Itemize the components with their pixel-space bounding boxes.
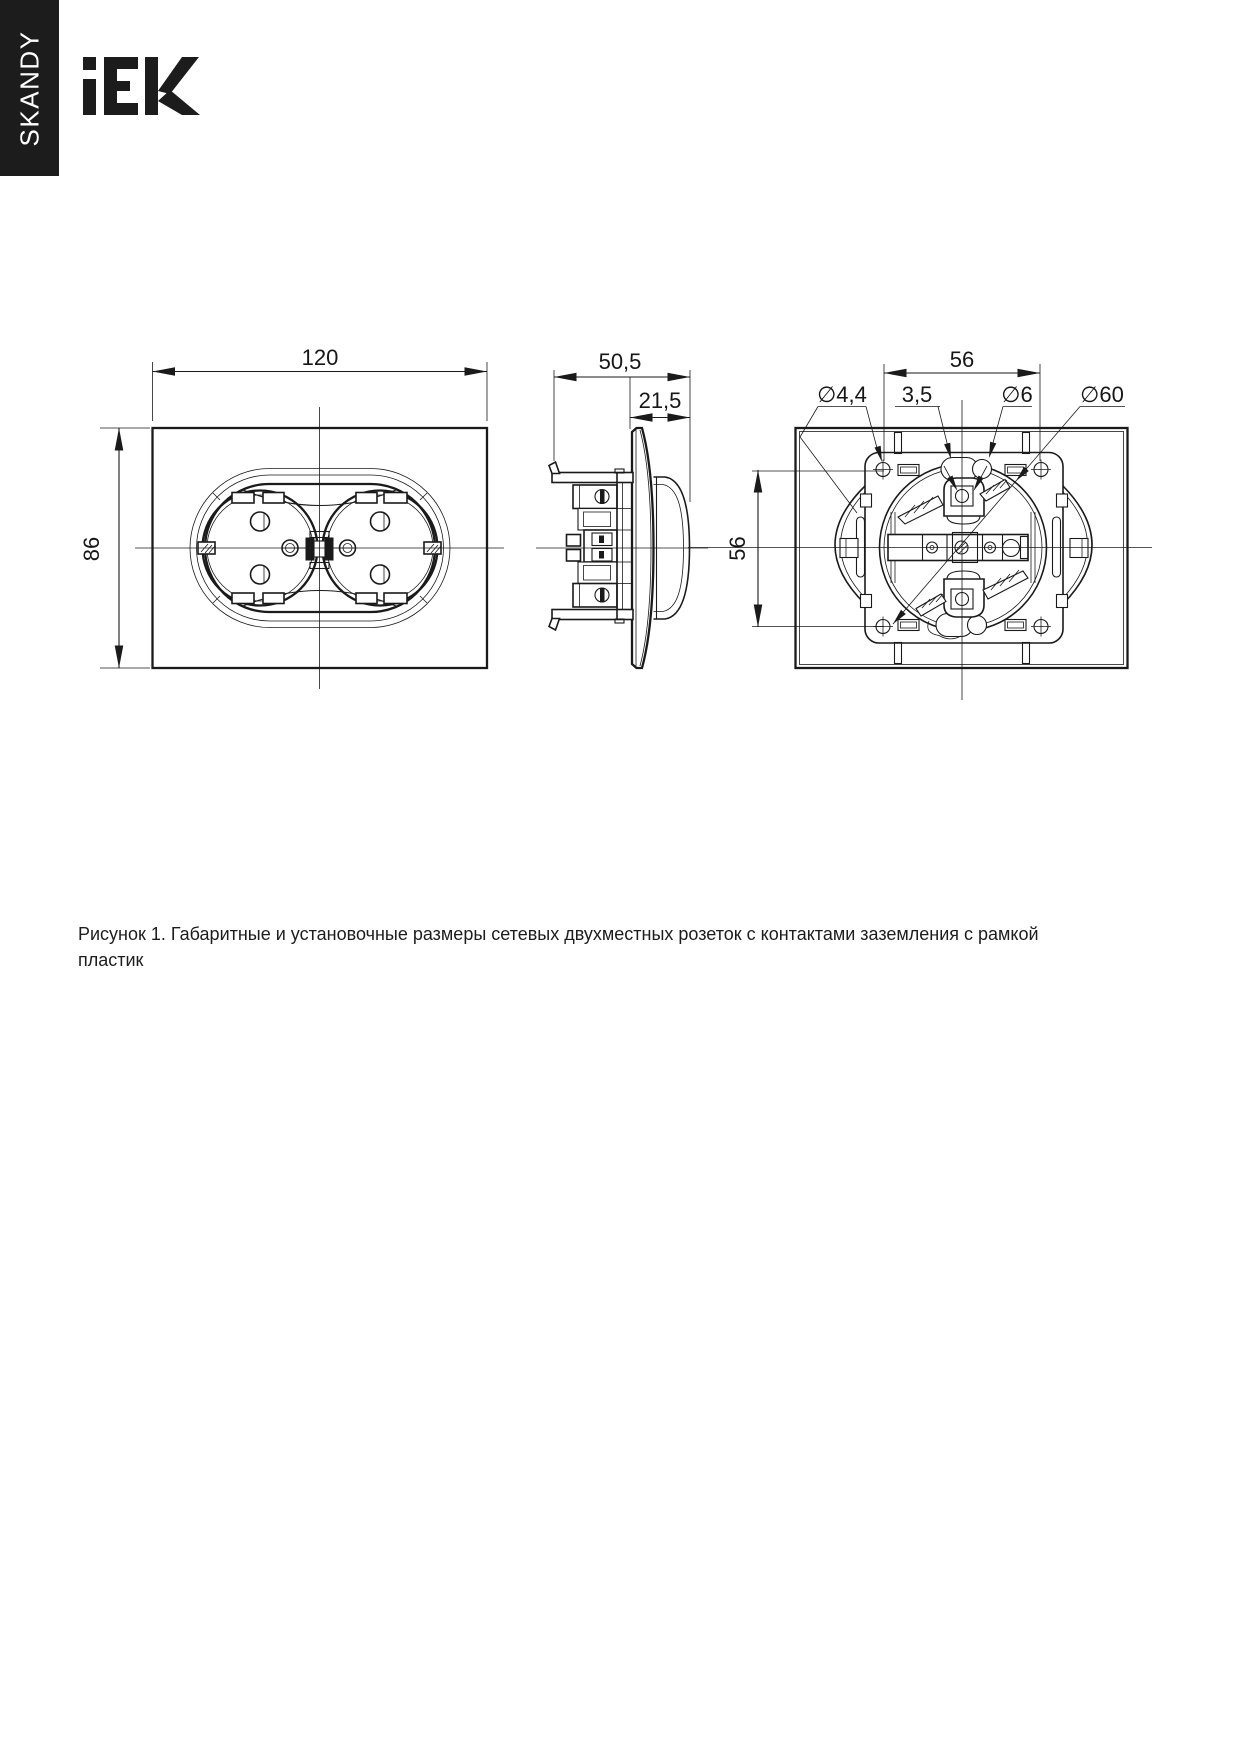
side-dim-protrusion: [630, 377, 690, 429]
front-view: [79, 345, 504, 689]
series-label: SKANDY: [14, 30, 45, 146]
screw-hole-dia-label: ∅4,4: [817, 382, 867, 407]
side-protrusion-label: 21,5: [638, 388, 682, 413]
side-depth-label: 50,5: [598, 349, 642, 374]
technical-drawing: [0, 0, 1239, 760]
slot-hole-dia-label: ∅6: [1001, 382, 1033, 407]
front-width-label: 120: [301, 345, 339, 370]
claw-screw-dia-label: 3,5: [901, 382, 933, 407]
back-h-spacing-label: 56: [949, 347, 975, 372]
box-dia-label: ∅60: [1080, 382, 1124, 407]
front-height-label: 86: [79, 536, 104, 562]
back-v-spacing-label: 56: [725, 536, 750, 561]
back-view: [688, 347, 1152, 700]
figure-caption: Рисунок 1. Габаритные и установочные размеры сетевых двухместных розеток с контактами заземления с рамкой пластик: [78, 924, 1039, 970]
back-label-screw-hole: [800, 382, 882, 513]
side-view: [536, 349, 708, 668]
